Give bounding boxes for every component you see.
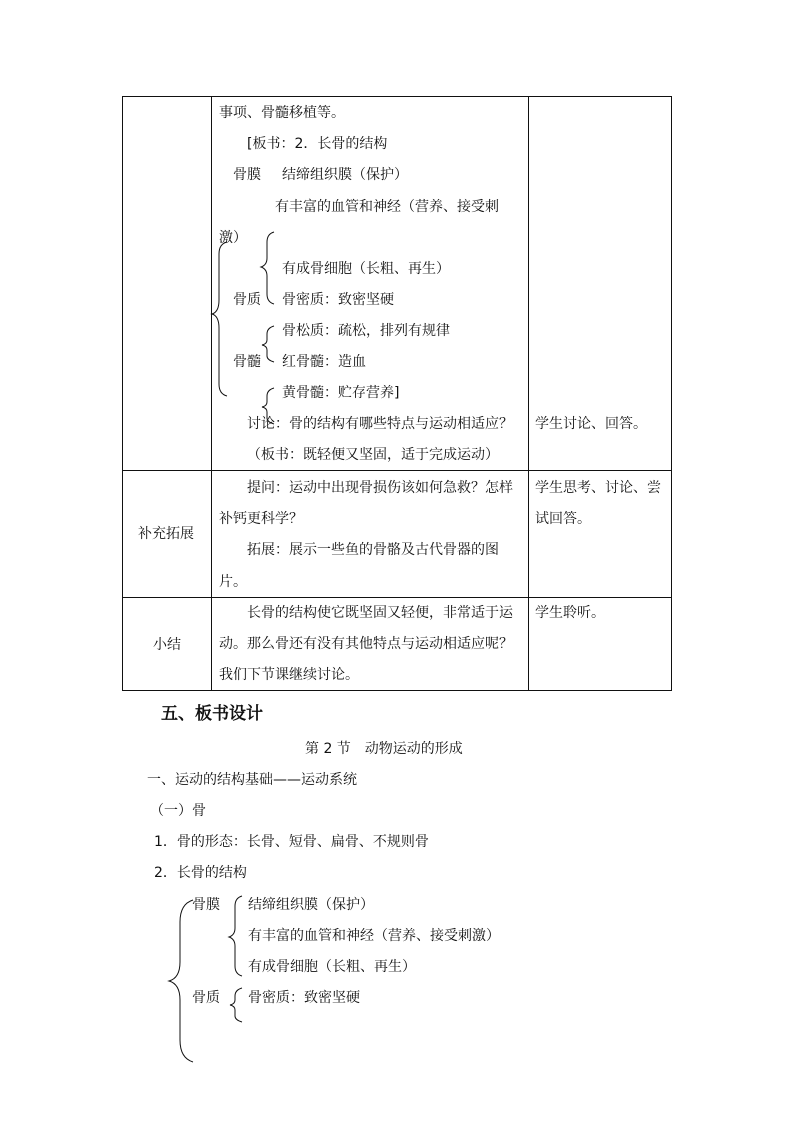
- tree-periosteum-label: 骨膜: [192, 897, 220, 913]
- row1-marrow-label: 骨髓: [233, 354, 261, 370]
- row2-line-2: 补钙更科学？: [219, 511, 303, 527]
- row1-line-2: [板书：2．长骨的结构: [247, 136, 388, 152]
- tree-bone-item-1: 骨密质：致密坚硬: [248, 990, 360, 1006]
- row1-periosteum-item-2: 有丰富的血管和神经（营养、接受刺: [275, 199, 499, 215]
- section-heading: 五、板书设计: [161, 704, 263, 724]
- section-line-1: 一、运动的结构基础——运动系统: [147, 772, 357, 788]
- section-line-2: （一）骨: [150, 803, 206, 819]
- row3-line-3: 我们下节课继续讨论。: [219, 667, 359, 683]
- tree-periosteum-item-2: 有丰富的血管和神经（营养、接受刺激）: [248, 928, 500, 944]
- row1-periosteum-item-2-cont: 激）: [219, 230, 247, 246]
- row1-board-note: （板书：既轻便又坚固，适于完成运动）: [247, 447, 499, 463]
- row1-periosteum-label: 骨膜: [233, 167, 261, 183]
- row1-bone-label: 骨质: [233, 292, 261, 308]
- row3-student: 学生聆听。: [535, 605, 605, 621]
- row2-label: 补充拓展: [138, 526, 194, 542]
- row1-discussion: 讨论：骨的结构有哪些特点与运动相适应？: [247, 416, 513, 432]
- row3-line-1: 长骨的结构使它既坚固又轻便，非常适于运: [247, 605, 513, 621]
- row3-label: 小结: [153, 637, 181, 653]
- row2-student-1: 学生思考、讨论、尝: [535, 480, 661, 496]
- tree-bone-label: 骨质: [192, 990, 220, 1006]
- row1-marrow-item-2: 黄骨髓：贮存营养]: [282, 385, 400, 401]
- section-title: 第 2 节 动物运动的形成: [305, 741, 463, 757]
- row2-line-1: 提问：运动中出现骨损伤该如何急救？怎样: [247, 480, 513, 496]
- row1-bone-item-2: 骨松质：疏松，排列有规律: [282, 323, 450, 339]
- row1-bone-item-1: 骨密质：致密坚硬: [282, 292, 394, 308]
- row2-line-4: 片。: [219, 574, 247, 590]
- row3-line-2: 动。那么骨还有没有其他特点与运动相适应呢？: [219, 636, 513, 652]
- section-line-3: 1．骨的形态：长骨、短骨、扁骨、不规则骨: [154, 834, 429, 850]
- tree-periosteum-item-1: 结缔组织膜（保护）: [248, 897, 374, 913]
- row1-periosteum-item-3: 有成骨细胞（长粗、再生）: [282, 261, 450, 277]
- section-line-4: 2．长骨的结构: [154, 865, 247, 881]
- row1-student-activity: 学生讨论、回答。: [535, 416, 647, 432]
- row1-periosteum-item-1: 结缔组织膜（保护）: [282, 167, 408, 183]
- row1-marrow-item-1: 红骨髓：造血: [282, 354, 366, 370]
- tree-periosteum-item-3: 有成骨细胞（长粗、再生）: [248, 959, 416, 975]
- row2-line-3: 拓展：展示一些鱼的骨骼及古代骨器的图: [247, 542, 499, 558]
- row2-student-2: 试回答。: [535, 511, 591, 527]
- row1-line-1: 事项、骨髓移植等。: [219, 105, 345, 121]
